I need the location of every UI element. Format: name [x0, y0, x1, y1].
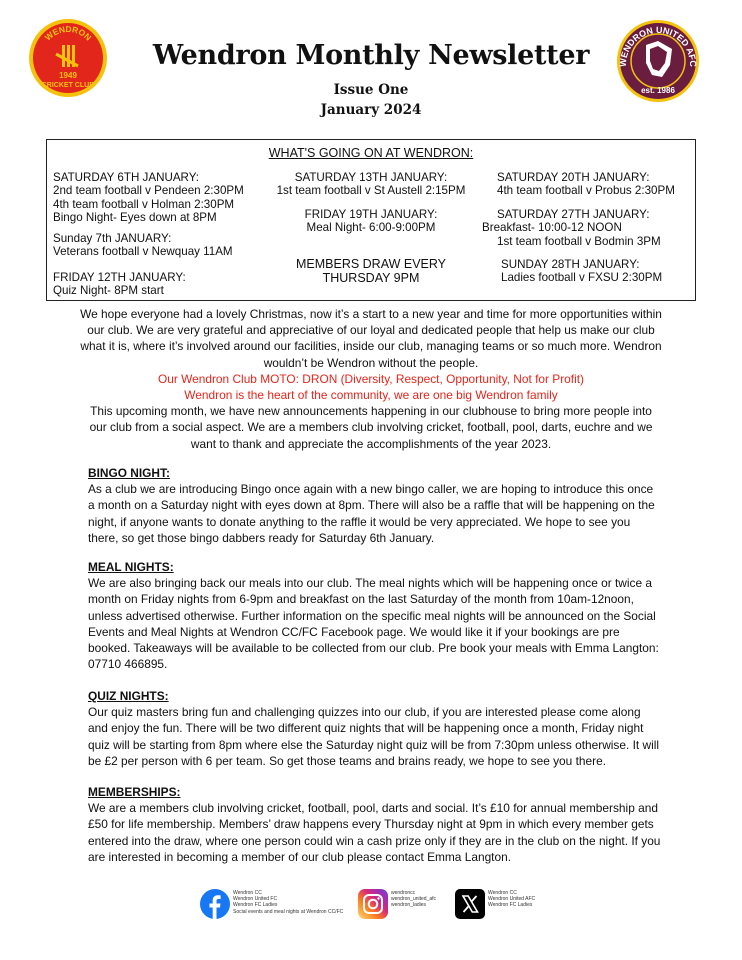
- club-slogan: Wendron is the heart of the community, we are one big Wendron family: [184, 388, 558, 403]
- section-quiz-nights: [88, 688, 663, 769]
- event-heading: FRIDAY 19TH JANUARY:: [304, 208, 438, 221]
- section-heading: BINGO NIGHT:: [88, 466, 170, 480]
- facebook-accounts: Wendron CC Wendron United FC Wendron FC Ladies Social events and meal nights at Wendron CC/FC: [233, 890, 344, 915]
- event-line: Breakfast- 10:00-12 NOON: [482, 221, 622, 235]
- section-meal-nights: [88, 559, 663, 672]
- section-bingo-night: [88, 465, 663, 546]
- event-sun-28th: [501, 258, 662, 285]
- intro-block: [80, 306, 662, 452]
- club-moto: Our Wendron Club MOTO: DRON (Diversity, Respect, Opportunity, Not for Profit): [158, 371, 584, 386]
- section-text: We are a members club involving cricket, football, pool, darts and social. It’s £10 for annual membership and £50 for life membership. Members’ draw happens every Thursday night at 9pm in which every member gets entered into the draw, where one person could win a cash prize only if they are in the club on the night. If you are interested in becoming a member of our club please contact Emma Langton.: [88, 801, 661, 864]
- event-sun-7th: [53, 232, 233, 259]
- event-heading: SATURDAY 13TH JANUARY:: [294, 171, 448, 184]
- section-text: We are also bringing back our meals into our club. The meal nights which will be happening once or twice a month on Friday nights from 6-9pm and breakfast on the last Saturday of the month from 10am-12noon, unless advertised otherwise. Further information on the specific meal nights will be announced on the Social Events and Meal Nights at Wendron CC/FC Facebook page. We would like it if your bookings are pre booked. Takeaways will be available to be collected from our club. Pre book your meals with Emma Langton: 07710 466895.: [88, 576, 659, 672]
- wendron-united-afc-logo: [616, 19, 700, 103]
- event-line: Veterans football v Newquay 11AM: [53, 245, 233, 259]
- event-heading: Sunday 7th JANUARY:: [53, 232, 172, 245]
- section-heading: QUIZ NIGHTS:: [88, 689, 169, 703]
- event-line: 2nd team football v Pendeen 2:30PM: [53, 184, 244, 198]
- x-icon[interactable]: [455, 889, 485, 919]
- event-sat-27th: [482, 208, 661, 248]
- logo-cc-bottom-text: CRICKET CLUB: [41, 82, 95, 89]
- event-line: Bingo Night- Eyes down at 8PM: [53, 211, 217, 225]
- facebook-icon[interactable]: [200, 889, 230, 919]
- logo-utd-ring-text: WENDRON UNITED AFC: [617, 24, 699, 68]
- event-heading: FRIDAY 12TH JANUARY:: [53, 271, 186, 284]
- section-heading: MEAL NIGHTS:: [88, 560, 174, 574]
- x-accounts: Wendron CC Wendron United AFC Wendron FC Ladies: [488, 890, 536, 909]
- events-title: WHAT'S GOING ON AT WENDRON:: [268, 146, 474, 160]
- event-line: 1st team football v Bodmin 3PM: [497, 234, 661, 248]
- event-heading: SATURDAY 20TH JANUARY:: [497, 171, 650, 184]
- logo-cc-top-text: WENDRON: [42, 23, 94, 43]
- event-line: 4th team football v Holman 2:30PM: [53, 197, 235, 211]
- logo-utd-est: est. 1986: [641, 86, 675, 95]
- event-line: Ladies football v FXSU 2:30PM: [501, 271, 663, 285]
- instagram-icon[interactable]: [358, 889, 388, 919]
- section-memberships: [88, 784, 663, 865]
- intro-paragraph-2: This upcoming month, we have new announcements happening in our clubhouse to bring more people into our club from a social aspect. We are a members club involving cricket, football, pool, darts, euchre and we want to thank and appreciate the accomplishments of the year 2023.: [89, 404, 653, 451]
- event-sat-6th: [53, 171, 244, 225]
- section-text: As a club we are introducing Bingo once again with a new bingo caller, we are hoping to introduce this once a month on a Saturday night with eyes down at 8pm. There will also be a raffle that will be happening on the night, if anyone wants to donate anything to the raffle it would be very appreciated. We hope to see you there, so get those bingo dabbers ready for Saturday 6th January.: [88, 482, 655, 545]
- event-heading: SATURDAY 27TH JANUARY:: [497, 208, 650, 221]
- newsletter-title: Wendron Monthly Newsletter: [152, 40, 590, 71]
- logo-cc-year: 1949: [59, 71, 77, 80]
- issue-date: January 2024: [320, 102, 422, 118]
- intro-paragraph: We hope everyone had a lovely Christmas, now it’s a start to a new year and time for more opportunities within our club. We are very grateful and appreciative of our loyal and dedicated people that help us make our club what it is, where it’s involved around our facilities, inside our club, managing teams or so much more. Wendron wouldn’t be Wendron without the people.: [80, 307, 662, 370]
- event-line: Meal Night- 6:00-9:00PM: [306, 221, 436, 235]
- event-fri-19th: [266, 208, 476, 235]
- event-line: 1st team football v St Austell 2:15PM: [276, 184, 466, 198]
- issue-number: Issue One: [333, 82, 409, 98]
- event-sat-13th: [266, 171, 476, 198]
- instagram-accounts: wendroncc wendron_united_afc wendron_ladies: [391, 890, 437, 909]
- event-line: 4th team football v Probus 2:30PM: [497, 184, 675, 198]
- section-heading: MEMBERSHIPS:: [88, 785, 181, 799]
- event-heading: SATURDAY 6TH JANUARY:: [53, 171, 200, 184]
- section-text: Our quiz masters bring fun and challenging quizzes into our club, if you are interested please come along and enjoy the fun. There will be two different quiz nights that will be happening once a month, Friday night quiz will be starting from 8pm where else the Saturday night quiz will be from 7:30pm unless otherwise. It will be £2 per person with 6 per team. So get those teams and brains ready, we hope to see you there.: [88, 705, 660, 768]
- members-draw-notice: MEMBERS DRAW EVERY THURSDAY 9PM: [295, 257, 447, 285]
- event-heading: SUNDAY 28TH JANUARY:: [501, 258, 640, 271]
- event-fri-12th: [53, 271, 186, 298]
- event-sat-20th: [497, 171, 675, 198]
- event-line: Quiz Night- 8PM start: [53, 284, 164, 298]
